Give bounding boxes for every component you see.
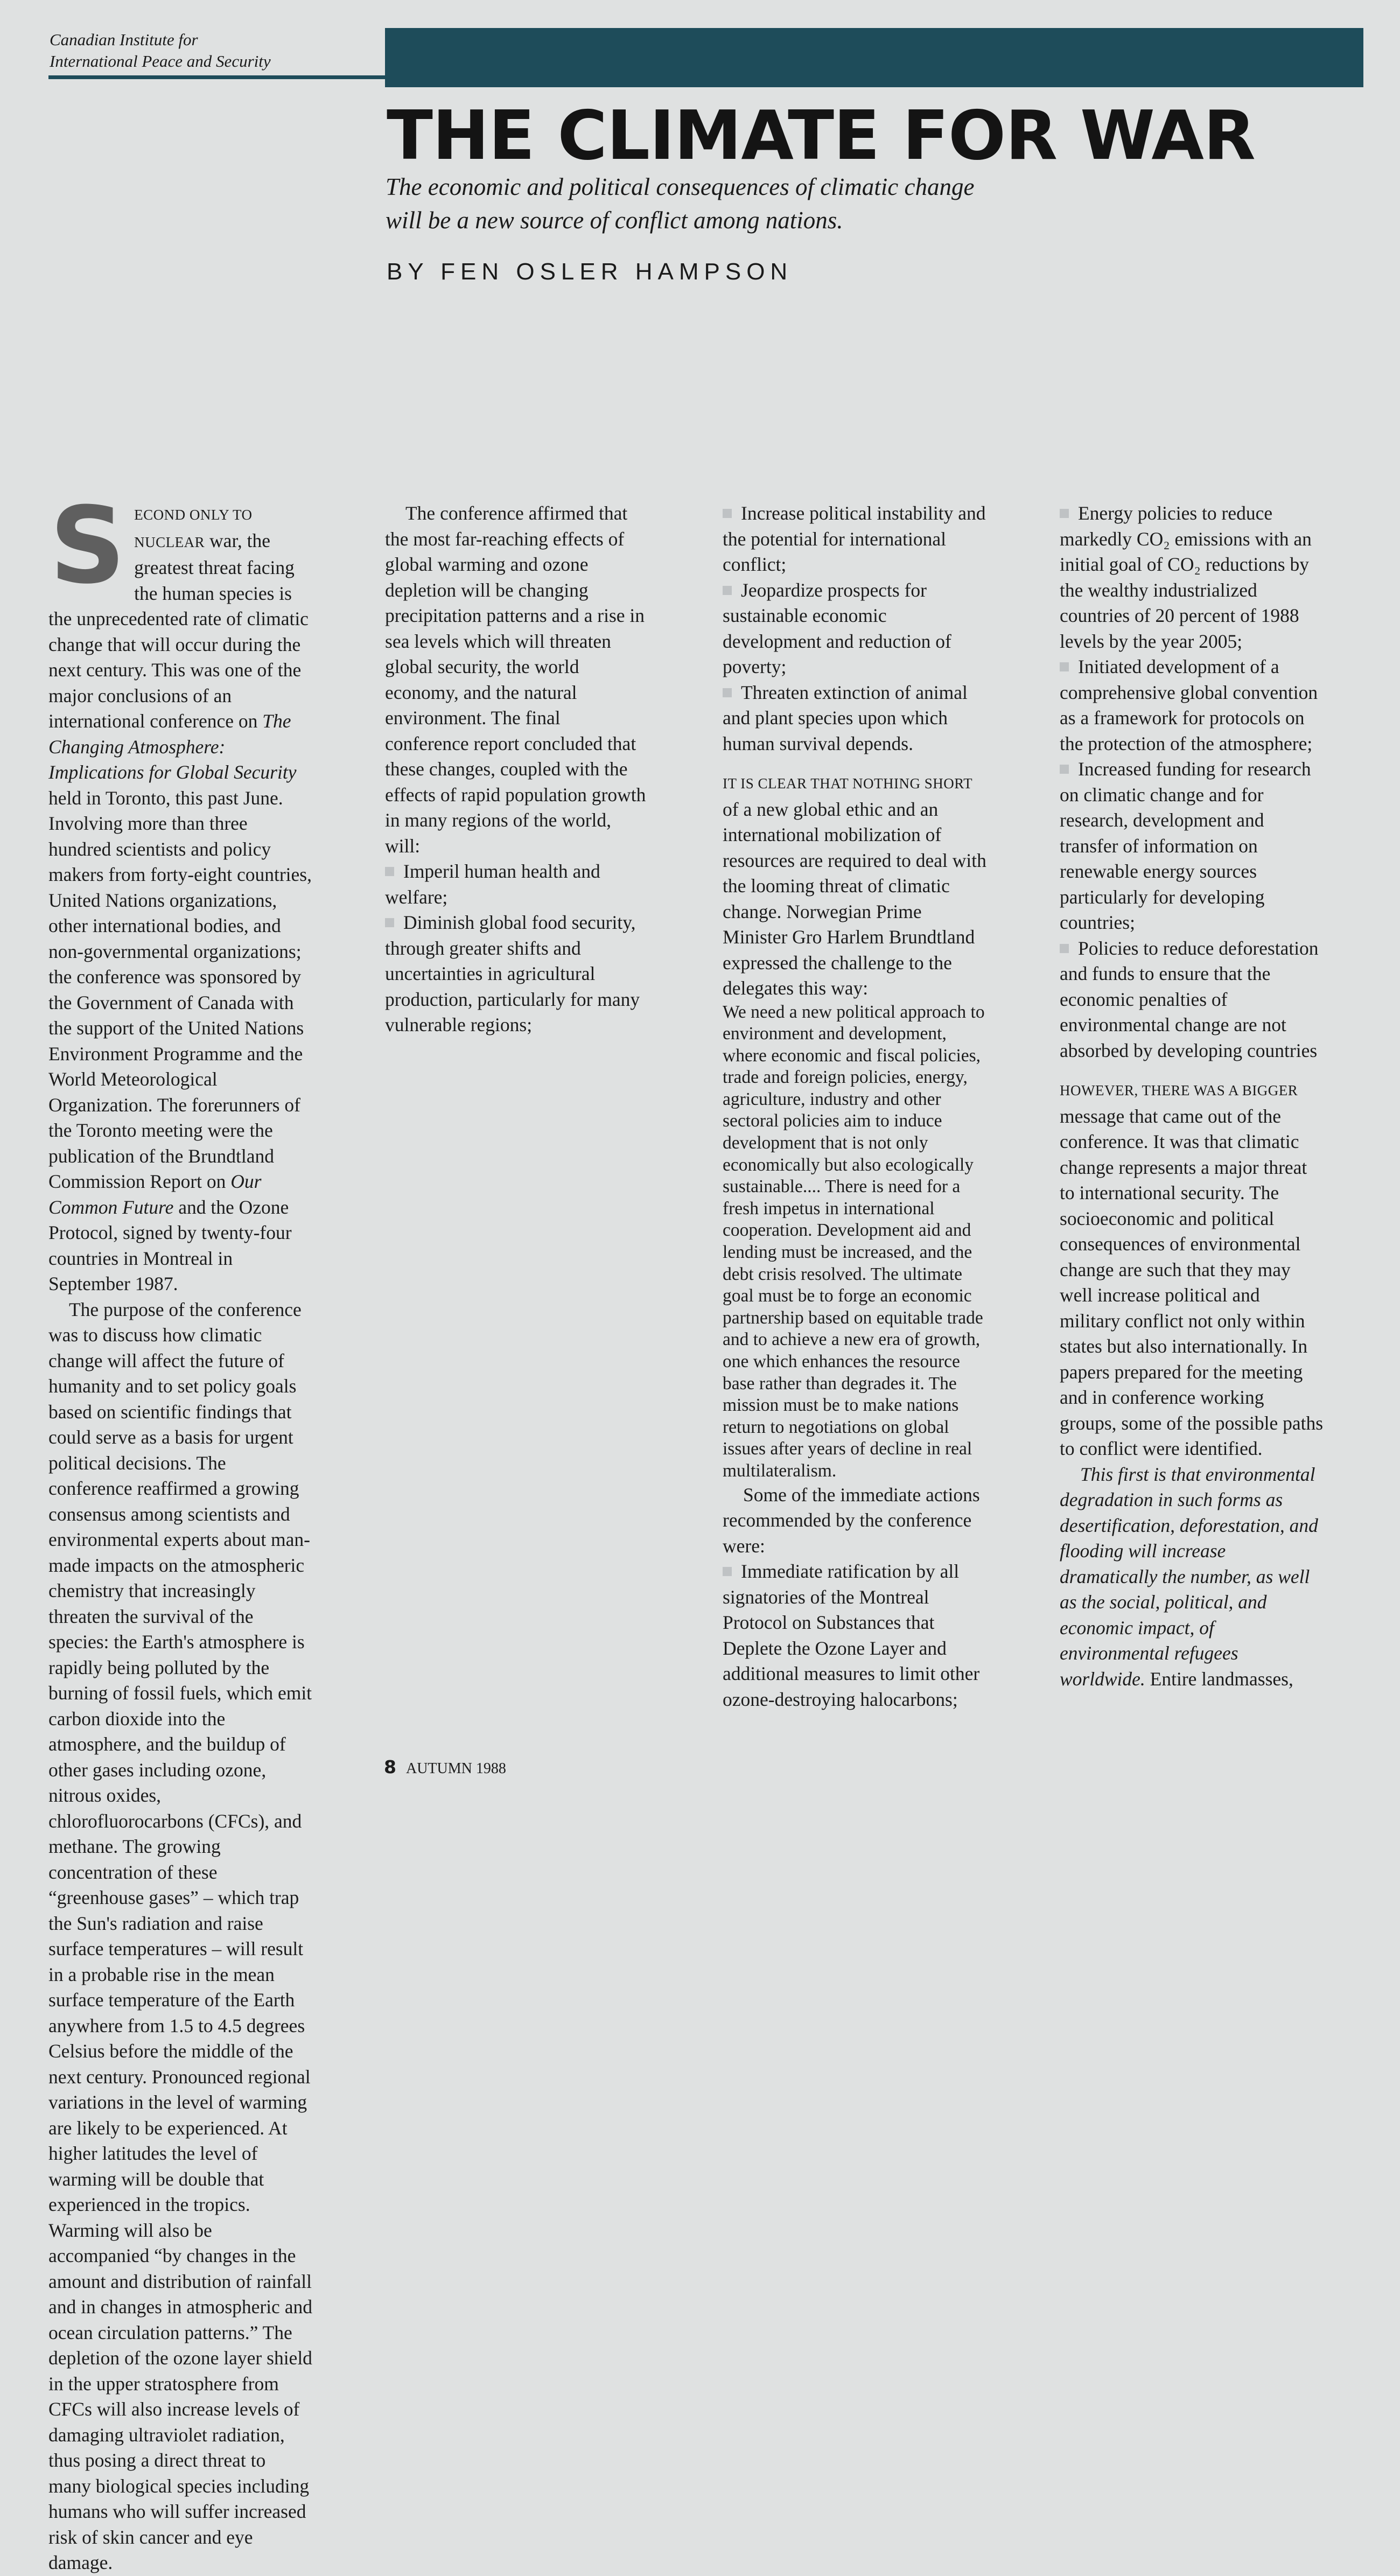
bullet-icon [723,688,732,697]
paragraph-refugees: This first is that environmental degradation in such forms as desertification, deforestation, and flooding will increase dramatically the number, as well as the social, political, and economic impact, of environmental refugees worldwide. Entire landmasses, [1060,1463,1318,1690]
article-column-2 [385,501,649,1038]
action-item: Policies to reduce deforestation and funds to ensure that the economic penalties of environmental change are not absorbed by developing countries [1060,937,1319,1061]
conference-title: The Changing Atmosphere: Implications for Global Security [48,710,297,783]
report-title: Our Common Future [48,1171,262,1218]
article-column-1 [48,485,312,2576]
deck-line-2: will be a new source of conflict among nations. [386,207,843,234]
article-column-4 [1060,501,1324,1692]
bullet-icon [1060,662,1069,671]
bullet-icon [723,509,732,518]
bullet-icon [723,586,732,595]
deck-line-1: The economic and political consequences of climatic change [386,173,975,200]
byline: BY FEN OSLER HAMPSON [387,258,793,285]
article-title: THE CLIMATE FOR WAR [387,96,1255,175]
bullet-icon [723,1567,732,1576]
paragraph-global-ethic: IT IS CLEAR THAT NOTHING SHORT of a new global ethic and an international mobilization of resources are required to deal with the looming threat of climatic change. Norwegian Prime Minister Gro Harlem Brundtland expressed the challenge to the delegates this way: [723,775,986,999]
effect-item: Threaten extinction of animal and plant species upon which human survival depends. [723,681,968,754]
lead-text-2: held in Toronto, this past June. Involving more than three hundred scientists and policy makers from forty-eight countries, United Nations organizations, other international bodies, and non-governmental organizations; the conference was sponsored by the Government of Canada with the support of the United Nations Environment Programme and the World Meteorological Organization. The forerunners of the Toronto meeting were the publication of the Brundtland Commission Report on [48,787,312,1192]
page-number: 8 [384,1756,396,1777]
header-rule [48,75,388,79]
bullet-icon [1060,765,1069,774]
effect-item: Imperil human health and welfare; [385,860,600,908]
effect-item: Increase political instability and the potential for international conflict; [723,502,986,575]
issue-date: AUTUMN 1988 [405,1760,506,1777]
lead-text: war, the greatest threat facing the human species is the unprecedented rate of climatic change that will occur during the next century. This was one of the major conclusions of an international conference on [48,529,309,732]
paragraph-bigger-message: HOWEVER, THERE WAS A BIGGER message that came out of the conference. It was that climatic change represents a major threat to international security. The socioeconomic and political consequences of environmental change are such that they may well increase political and military conflict not only within states but also internationally. In papers prepared for the meeting and in conference working groups, some of the possible paths to conflict were identified. [1060,1082,1324,1459]
bullet-icon [385,918,394,927]
article-column-3 [723,501,986,1712]
section-small-caps: IT IS CLEAR THAT NOTHING SHORT [723,775,973,792]
lead-text-3: and the Ozone Protocol, signed by twenty-four countries in Montreal in September 1987. [48,1196,292,1294]
section-small-caps: HOWEVER, THERE WAS A BIGGER [1060,1082,1298,1098]
paragraph-purpose: The purpose of the conference was to discuss how climatic change will affect the future of humanity and to set policy goals based on scientific findings that could serve as a basis for urgent political decisions. The conference reaffirmed a growing consensus among scientists and environmental experts about man-made impacts on the atmospheric chemistry that increasingly threaten the survival of the species: the Earth's atmosphere is rapidly being polluted by the burning of fossil fuels, which emit carbon dioxide into the atmosphere, and the buildup of other gases including ozone, nitrous oxides, chlorofluorocarbons (CFCs), and methane. The growing concentration of these “greenhouse gases” – which trap the Sun's radiation and raise surface temperatures – will result in a probable rise in the mean surface temperature of the Earth anywhere from 1.5 to 4.5 degrees Celsius before the middle of the next century. Pronounced regional variations in the level of warming are likely to be experienced. At higher latitudes the level of warming will be double that experienced in the tropics. Warming will also be accompanied “by changes in the amount and distribution of rainfall and in changes in atmospheric and ocean circulation patterns.” The depletion of the ozone layer shield in the upper stratosphere from CFCs will also increase levels of damaging ultraviolet radiation, thus posing a direct threat to many biological species including humans who will suffer increased risk of skin cancer and eye damage. [48,1298,312,2573]
effect-item: Diminish global food security, through greater shifts and uncertainties in agricultural production, particularly for many vulnerable regions; [385,912,640,1035]
brundtland-quote: We need a new political approach to environment and development, where economic and fiscal policies, trade and foreign policies, energy, agriculture, industry and other sectoral policies aim to induce development that is not only economically but also ecologically sustainable.... There is need for a fresh impetus in international cooperation. Development aid and lending must be increased, and the debt crisis resolved. The ultimate goal must be to forge an economic partnership based on equitable trade and to achieve a new era of growth, one which enhances the resource base rather than degrades it. The mission must be to make nations return to negotiations on global issues after years of decline in real multilateralism. [723,1002,985,1481]
refugees-italic: This first is that environmental degradation in such forms as desertification, deforestation, and flooding will increase dramatically the number, as well as the social, political, and economic impact, of environmental refugees worldwide. [1060,1463,1318,1690]
action-item: Energy policies to reduce markedly CO₂ emissions with an initial goal of CO₂ reductions by the wealthy industrialized countries of 20 percent of 1988 levels by the year 2005; [1060,502,1312,652]
effect-item: Jeopardize prospects for sustainable economic development and reduction of poverty; [723,579,951,677]
paragraph-affirmed: The conference affirmed that the most far-reaching effects of global warming and ozone depletion will be changing precipitation patterns and a rise in sea levels which will threaten global security, the world economy, and the natural environment. The final conference report concluded that these changes, coupled with the effects of rapid population growth in many regions of the world, will: [385,502,646,857]
action-item: Initiated development of a comprehensive global convention as a framework for protocols on the protection of the atmosphere; [1060,656,1318,754]
lead-paragraph [48,485,312,1297]
institute-line-1: Canadian Institute for [50,30,198,49]
action-item: Immediate ratification by all signatories of the Montreal Protocol on Substances that Deplete the Ozone Layer and additional measures to limit other ozone-destroying halocarbons; [723,1560,980,1710]
action-item: Increased funding for research on climatic change and for research, development and transfer of information on renewable energy sources particularly for developing countries; [1060,758,1311,933]
institute-line-2: International Peace and Security [50,52,271,71]
drop-cap: S [50,485,126,607]
header-color-bar [385,28,1363,87]
institute-name [50,29,271,72]
article-deck [386,170,1166,237]
bullet-icon [385,867,394,876]
bullet-icon [1060,509,1069,518]
bullet-icon [1060,944,1069,953]
page-footer [384,1756,506,1777]
paragraph-actions: Some of the immediate actions recommended by the conference were: [723,1483,980,1557]
lead-small-caps: ECOND ONLY TO NUCLEAR [134,507,253,550]
